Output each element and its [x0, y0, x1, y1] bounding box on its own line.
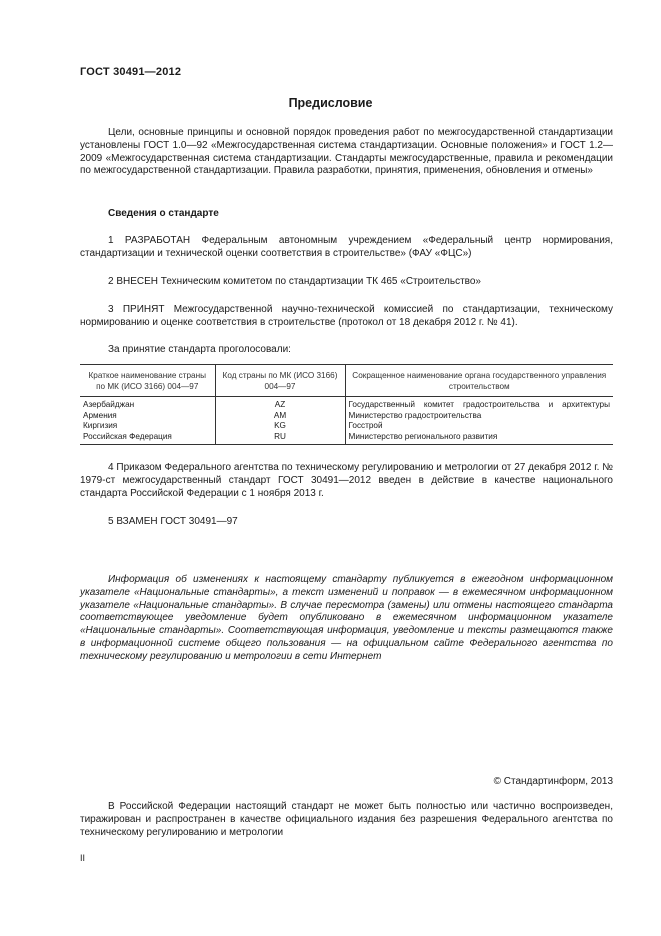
- vote-intro: За принятие стандарта проголосовали:: [108, 344, 291, 355]
- table-row: [80, 411, 613, 422]
- intro-paragraph: Цели, основные принципы и основной порядок проведения работ по межгосударственной стандартизации установлены ГОСТ 1.0—92 «Межгосударственная система стандартизации. Основные положения» и ГОСТ 1.2—2009 «Межгосударственная система стандартизации. Стандарты межгосударственные, правила и рекомендации по межгосударственной стандартизации. Правила разработки, принятия, применения, обновления и отмены»: [80, 127, 613, 177]
- org-text: Государственный комитет градостроительства и архитектуры: [348, 400, 610, 409]
- country-cell: Армения: [83, 410, 117, 420]
- item-adopted: 3 ПРИНЯТ Межгосударственной научно-технической комиссией по стандартизации, техническому нормированию и оценке соответствия в строительстве (протокол от 18 декабря 2012 г. № 41).: [80, 304, 613, 328]
- table-header-row: [80, 365, 613, 397]
- country-cell: Азербайджан: [83, 400, 135, 409]
- item-order: 4 Приказом Федерального агентства по техническому регулированию и метрологии от 27 декабря 2012 г. № 1979-ст межгосударственный стандарт ГОСТ 30491—2012 введен в действие в качестве национального стандарта Российской Федерации с 1 ноября 2013 г.: [80, 462, 613, 499]
- org-cell: Госстрой: [345, 421, 613, 432]
- org-cell: Министерство регионального развития: [345, 432, 613, 445]
- vote-table: [80, 364, 613, 445]
- page-title: Предисловие: [288, 96, 373, 110]
- table-row: [80, 421, 613, 432]
- country-cell: Российская Федерация: [80, 432, 215, 445]
- header-authority: Сокращенное наименование органа государственного управления строительством: [345, 365, 613, 397]
- standard-code-header: ГОСТ 30491—2012: [80, 66, 182, 78]
- table-row: [80, 432, 613, 445]
- org-cell: [345, 397, 613, 411]
- section-title: Сведения о стандарте: [108, 208, 219, 219]
- page-number: II: [80, 853, 86, 863]
- code-cell: AZ: [215, 397, 345, 411]
- code-cell: KG: [215, 421, 345, 432]
- country-cell: Киргизия: [83, 421, 118, 430]
- header-country-name: Краткое наименование страны по МК (ИСО 3166) 004—97: [80, 365, 215, 397]
- table-row: [80, 397, 613, 411]
- copyright: © Стандартинформ, 2013: [493, 776, 613, 787]
- header-country-code: Код страны по МК (ИСО 3166) 004—97: [215, 365, 345, 397]
- item-submitted: 2 ВНЕСЕН Техническим комитетом по стандартизации ТК 465 «Строительство»: [108, 276, 481, 287]
- code-cell: RU: [215, 432, 345, 445]
- code-cell: AM: [215, 411, 345, 422]
- org-cell: Министерство градостроительства: [345, 411, 613, 422]
- item-developed: 1 РАЗРАБОТАН Федеральным автономным учреждением «Федеральный центр нормирования, стандартизации и технической оценки соответствия в строительстве» (ФАУ «ФЦС»): [80, 235, 613, 259]
- legal-notice: В Российской Федерации настоящий стандарт не может быть полностью или частично воспроизведен, тиражирован и распространен в качестве официального издания без разрешения Федерального агентства по техническому регулированию и метрологии: [80, 801, 613, 838]
- changes-notice: Информация об изменениях к настоящему стандарту публикуется в ежегодном информационном указателе «Национальные стандарты», а текст изменений и поправок — в ежемесячном информационном указателе «Национальные стандарты». В случае пересмотра (замены) или отмены настоящего стандарта соответствующее уведомление будет опубликовано в ежемесячном информационном указателе «Национальные стандарты». Соответствующая информация, уведомление и тексты размещаются также в информационной системе общего пользования — на официальном сайте Федерального агентства по техническому регулированию и метрологии в сети Интернет: [80, 574, 613, 662]
- item-replaces: 5 ВЗАМЕН ГОСТ 30491—97: [108, 516, 238, 527]
